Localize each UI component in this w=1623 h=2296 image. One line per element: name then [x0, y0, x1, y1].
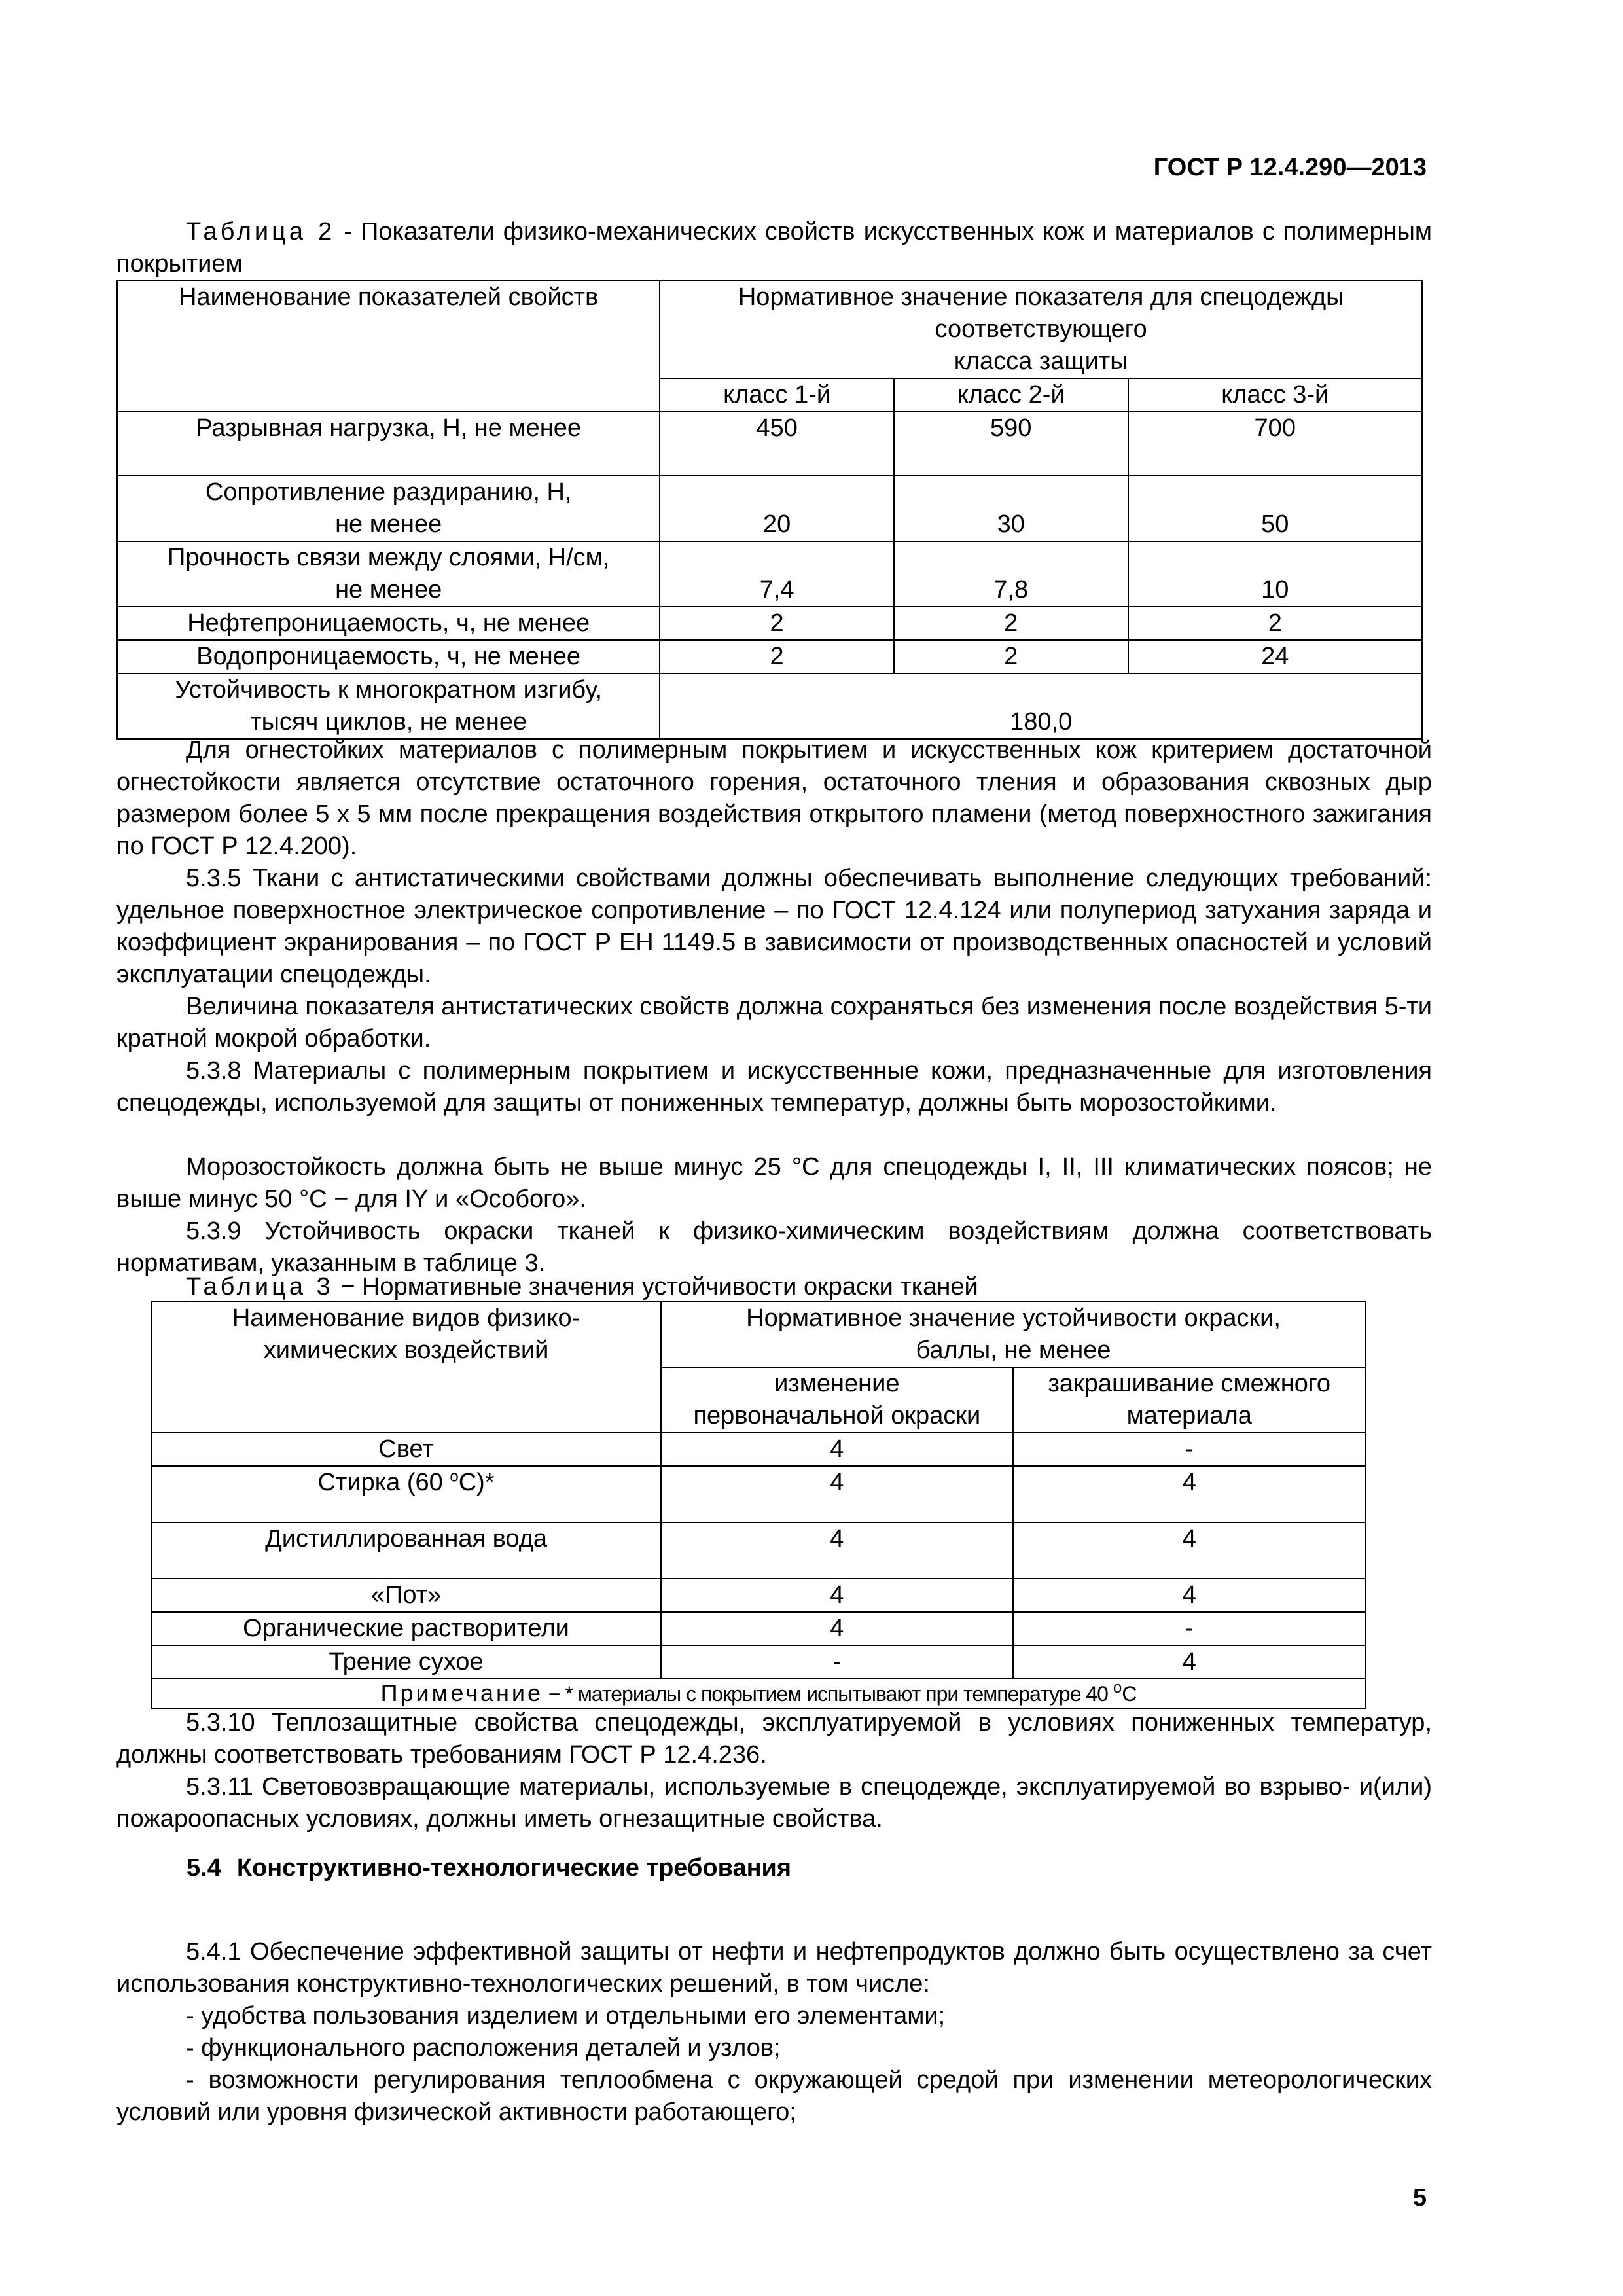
paragraph-5-4-1: 5.4.1 Обеспечение эффективной защиты от нефти и нефтепродуктов должно быть осуществлено за счет использования конструктивно-технологических решений, в том числе:	[116, 1938, 1432, 1998]
table3-caption-label: Таблица 3	[186, 1273, 334, 1300]
paragraph-5-3-10: 5.3.10 Теплозащитные свойства спецодежды, эксплуатируемой в условиях пониженных температур, должны соответствовать требованиям ГОСТ Р 12.4.236.	[116, 1709, 1432, 1768]
table-row: Дистиллированная вода 4 4	[151, 1522, 1366, 1579]
table3-note: Примечание − * материалы с покрытием испытывают при температуре 40 $^о$С	[151, 1679, 1366, 1708]
list-item: - функционального расположения деталей и узлов;	[186, 2034, 781, 2062]
table2-caption	[116, 216, 1432, 280]
table2-class2: класс 2-й	[894, 378, 1128, 412]
document-code: ГОСТ Р 12.4.290—2013	[1153, 154, 1427, 181]
paragraph-5-3-8: 5.3.8 Материалы с полимерным покрытием и искусственные кожи, предназначенные для изготовления спецодежды, используемой для защиты от пониженных температур, должны быть морозостойкими.	[116, 1057, 1432, 1117]
table-row: Сопротивление раздиранию, Н, не менее 20 30 50	[117, 476, 1422, 541]
table2-caption-label: Таблица 2	[186, 218, 336, 245]
table-row: «Пот» 4 4	[151, 1579, 1366, 1612]
table2-head-norm: Нормативное значение показателя для спецодежды соответствующего класса защиты	[660, 281, 1422, 378]
table2-class3: класс 3-й	[1128, 378, 1422, 412]
table3-head-name: Наименование видов физико- химических воздействий	[151, 1302, 661, 1433]
paragraph-fire-resistance: Для огнестойких материалов с полимерным покрытием и искусственных кож критерием достаточной огнестойкости является отсутствие остаточного горения, остаточного тления и образования сквозных дыр размером более 5 х 5 мм после прекращения воздействия открытого пламени (метод поверхностного зажигания по ГОСТ Р 12.4.200).	[116, 736, 1432, 860]
table-row: Органические растворители 4 -	[151, 1612, 1366, 1645]
table-row: Разрывная нагрузка, Н, не менее 450 590 700	[117, 412, 1422, 476]
table-row: Водопроницаемость, ч, не менее 2 2 24	[117, 640, 1422, 673]
table-2	[116, 280, 1423, 740]
section-heading: 5.4 Конструктивно-технологические требования	[187, 1854, 792, 1882]
paragraph-5-3-11: 5.3.11 Световозвращающие материалы, используемые в спецодежде, эксплуатируемой во взрыво- и(или) пожароопасных условиях, должны иметь огнезащитные свойства.	[116, 1773, 1432, 1833]
table-row: Устойчивость к многократном изгибу, тысяч циклов, не менее 180,0	[117, 673, 1422, 739]
table2-class1: класс 1-й	[660, 378, 894, 412]
table3-caption-text: − Нормативные значения устойчивости окраски тканей	[333, 1273, 978, 1300]
table3-head-norm: Нормативное значение устойчивости окраски, баллы, не менее	[661, 1302, 1366, 1367]
table2-head-name: Наименование показателей свойств	[117, 281, 660, 412]
list-item: - удобства пользования изделием и отдельными его элементами;	[186, 2002, 946, 2030]
table-row: Трение сухое - 4	[151, 1645, 1366, 1679]
table3-sub-staining: закрашивание смежного материала	[1013, 1367, 1366, 1433]
table-3	[151, 1301, 1366, 1709]
paragraph-frost: Морозостойкость должна быть не выше минус 25 °С для спецодежды I, II, III климатических поясов; не выше минус 50 °С − для IY и «Особого».	[116, 1153, 1432, 1213]
table-row: Стирка (60 $^о$С)* 4 4	[151, 1466, 1366, 1522]
table2-caption-text: - Показатели физико-механических свойств искусственных кож и материалов с полимерным покрытием	[116, 218, 1433, 278]
paragraph-5-3-5: 5.3.5 Ткани с антистатическими свойствами должны обеспечивать выполнение следующих требований: удельное поверхностное электрическое сопротивление – по ГОСТ 12.4.124 или полупериод затухания заряда и коэффициент экранирования – по ГОСТ Р ЕН 1149.5 в зависимости от производственных опасностей и условий эксплуатации спецодежды.	[116, 865, 1432, 988]
table3-caption	[186, 1271, 1501, 1303]
table-row: Свет 4 -	[151, 1433, 1366, 1466]
table-row: Прочность связи между слоями, Н/см, не менее 7,4 7,8 10	[117, 541, 1422, 607]
table-row: Нефтепроницаемость, ч, не менее 2 2 2	[117, 607, 1422, 640]
table3-sub-change: изменение первоначальной окраски	[661, 1367, 1013, 1433]
paragraph-antistatic: Величина показателя антистатических свойств должна сохраняться без изменения после воздействия 5-ти кратной мокрой обработки.	[116, 993, 1432, 1052]
paragraph-5-3-9: 5.3.9 Устойчивость окраски тканей к физико-химическим воздействиям должна соответствовать нормативам, указанным в таблице 3.	[116, 1217, 1432, 1277]
list-item: - возможности регулирования теплообмена с окружающей средой при изменении метеорологических условий или уровня физической активности работающего;	[116, 2066, 1432, 2126]
page-number: 5	[1412, 2184, 1427, 2212]
